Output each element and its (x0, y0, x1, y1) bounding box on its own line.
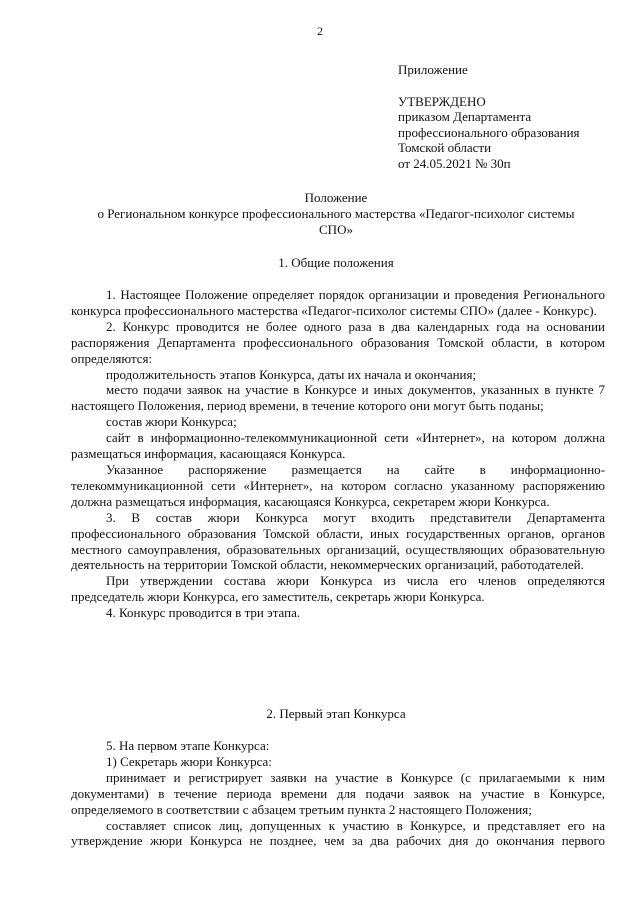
approved-label: УТВЕРЖДЕНО (398, 93, 486, 109)
paragraph: 3. В состав жюри Конкурса могут входить представители Департамента профессионального образования Томской области, иных государственных органов, органов местного самоуправления, образовательных организаций, осуществляющих образовательную деятельность на территории Томской области, некоммерческих организаций, работодателей. (71, 509, 605, 573)
paragraph: 1) Секретарь жюри Конкурса: (106, 753, 272, 769)
document-title (66, 190, 606, 238)
paragraph: 2. Конкурс проводится не более одного раза в два календарных года на основании распоряжения Департамента профессионального образования Томской области, в котором определяются: (71, 318, 605, 366)
paragraph: При утверждении состава жюри Конкурса из числа его членов определяются председатель жюри Конкурса, его заместитель, секретарь жюри Конкурса. (71, 573, 605, 605)
paragraph: 1. Настоящее Положение определяет порядок организации и проведения Регионального конкурса профессионального мастерства «Педагог-психолог системы СПО» (далее - Конкурс). (71, 287, 605, 318)
paragraph: принимает и регистрирует заявки на участие в Конкурсе (с прилагаемыми к ним документами) в течение периода времени для подачи заявок на участие в Конкурсе, определяемого в соответствии с абзацем третьим пункта 2 настоящего Положения; (71, 769, 605, 817)
approval-line: Томской области (398, 140, 492, 155)
paragraph: Указанное распоряжение размещается на сайте в информационно-телекоммуникационной сети «Интернет», на котором согласно указанному распоряжению должна размещаться информация, касающаяся Конкурса, секретарем жюри Конкурса. (71, 461, 605, 509)
paragraph: составляет список лиц, допущенных к участию в Конкурсе, и представляет его на утверждение жюри Конкурса не позднее, чем за два рабочих дня до окончания первого (71, 817, 605, 849)
approval-line: приказом Департамента (398, 109, 532, 124)
approval-line: профессионального образования (398, 124, 580, 140)
section-heading: 2. Первый этап Конкурса (266, 706, 406, 721)
paragraph: состав жюри Конкурса; (106, 414, 237, 430)
paragraph: продолжительность этапов Конкурса, даты их начала и окончания; (106, 366, 477, 382)
paragraph: место подачи заявок на участие в Конкурсе и иных документов, указанных в пункте 7 настоящего Положения, период времени, в течение которого они могут быть поданы; (71, 382, 605, 414)
section-body (71, 738, 605, 849)
section-body (71, 287, 605, 621)
page-number: 2 (317, 24, 323, 38)
title-line: Положение (304, 190, 368, 205)
section-heading: 1. Общие положения (278, 255, 394, 270)
title-line: СПО» (319, 222, 353, 237)
title-line: о Региональном конкурсе профессионального мастерства «Педагог-психолог системы (97, 206, 575, 221)
paragraph: 5. На первом этапе Конкурса: (106, 738, 270, 753)
approval-order-line: от 24.05.2021 № 30п (398, 155, 511, 171)
paragraph: сайт в информационно-телекоммуникационной сети «Интернет», на котором должна размещаться информация, касающаяся Конкурса. (71, 430, 605, 462)
paragraph: 4. Конкурс проводится в три этапа. (106, 605, 301, 621)
approval-block (398, 62, 618, 171)
appendix-label: Приложение (398, 62, 468, 77)
